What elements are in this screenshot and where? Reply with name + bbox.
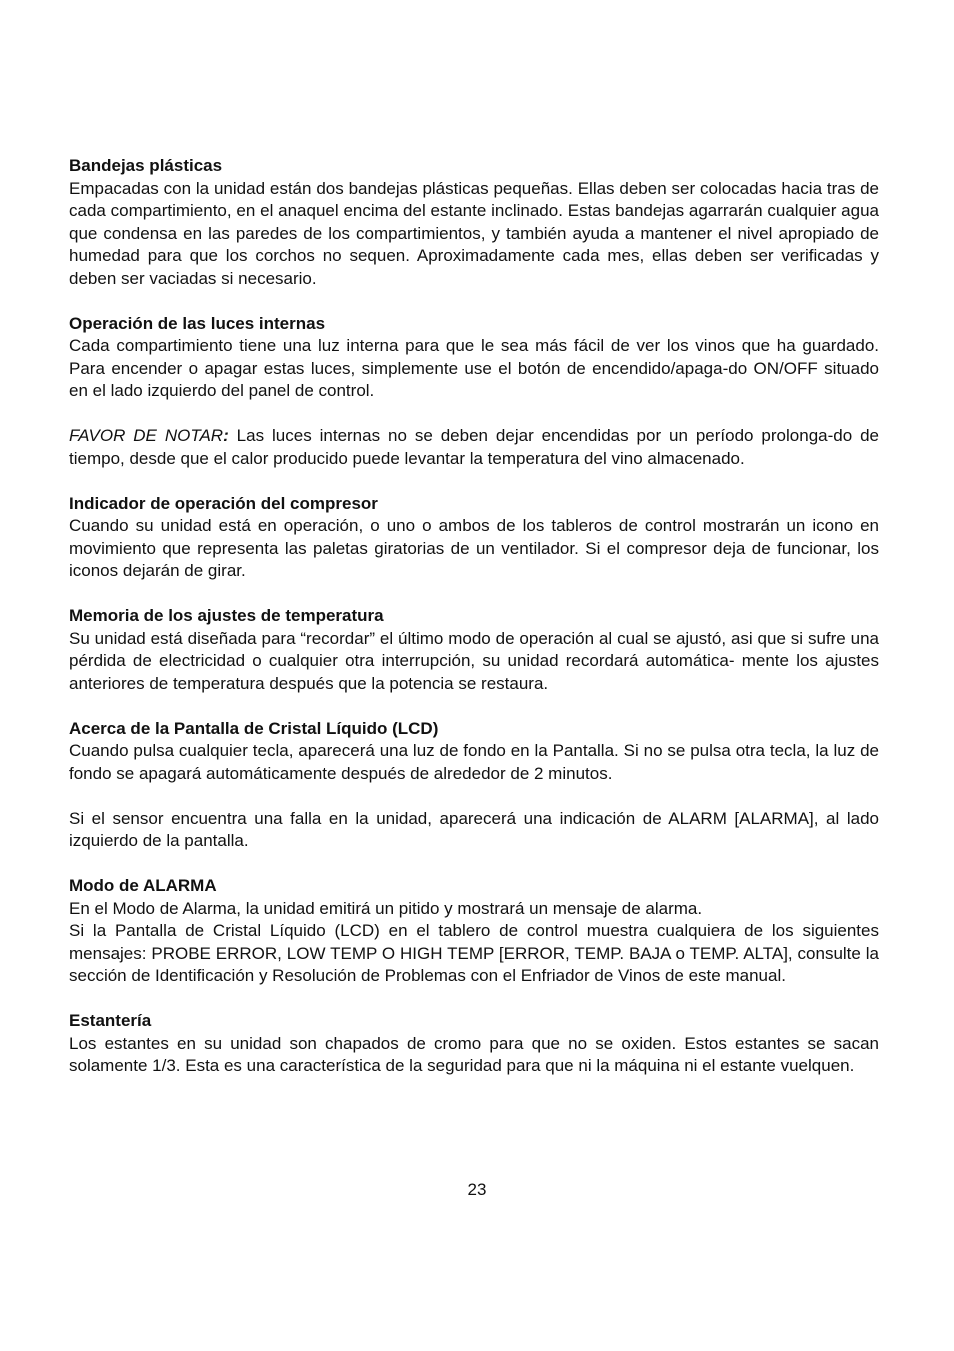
section-paragraph: Los estantes en su unidad son chapados de cromo para que no se oxiden. Estos estantes se sacan solamente 1/3. Esta es una característica de la seguridad para que ni la máquina ni el estante vuelquen. — [69, 1033, 879, 1075]
section-paragraph: Cuando su unidad está en operación, o uno o ambos de los tableros de control mostrarán un icono en movimiento que representa las paletas giratorias de un ventilador. Si el compresor deja de funcionar, los iconos dejarán de girar. — [69, 516, 879, 580]
section-interior-lights — [69, 313, 879, 403]
section-temperature-memory — [69, 605, 879, 695]
note-colon: : — [223, 426, 229, 445]
section-alarm-mode — [69, 875, 879, 988]
section-heading: Modo de ALARMA — [69, 876, 217, 895]
section-paragraph: Si el sensor encuentra una falla en la unidad, aparecerá una indicación de ALARM [ALARMA], al lado izquierdo de la pantalla. — [69, 808, 879, 850]
note-text: Las luces internas no se deben dejar encendidas por un período prolonga-do de tiempo, desde que el calor producido puede levantar la temperatura del vino almacenado. — [69, 426, 880, 468]
section-lcd-display — [69, 718, 879, 786]
section-heading: Memoria de los ajustes de temperatura — [69, 606, 384, 625]
section-sensor-alarm — [69, 808, 879, 853]
section-paragraph: En el Modo de Alarma, la unidad emitirá un pitido y mostrará un mensaje de alarma. — [69, 898, 703, 918]
note-label: FAVOR DE NOTAR — [69, 426, 224, 445]
section-heading: Acerca de la Pantalla de Cristal Líquido (LCD) — [69, 718, 439, 738]
section-heading: Operación de las luces internas — [69, 313, 326, 333]
section-paragraph: Cuando pulsa cualquier tecla, aparecerá una luz de fondo en la Pantalla. Si no se pulsa otra tecla, la luz de fondo se apagará automáticamente después de alrededor de 2 minutos. — [69, 741, 879, 783]
section-paragraph: Empacadas con la unidad están dos bandejas plásticas pequeñas. Ellas deben ser colocadas hacia tras de cada compartimiento, en el anaquel encima del estante inclinado. Estas bandejas agarrarán cualquier agua que condensa en las paredes de los compartimientos, y también ayuda a mantener el nivel apropiado de humedad para que los corchos no sequen. Aproximadamente cada mes, ellas deben ser verificadas y deben ser vaciadas si necesario. — [69, 178, 879, 288]
note-block — [69, 425, 879, 470]
page-number: 23 — [467, 1180, 487, 1199]
section-shelving — [69, 1010, 879, 1078]
section-paragraph: Si la Pantalla de Cristal Líquido (LCD) en el tablero de control muestra cualquiera de los siguientes mensajes: PROBE ERROR, LOW TEMP O HIGH TEMP [ERROR, TEMP. BAJA o TEMP. ALTA], consulte la sección de Identificación y Resolución de Problemas con el Enfriador de Vinos de este manual. — [69, 921, 879, 985]
note-paragraph — [69, 425, 879, 470]
section-heading: Bandejas plásticas — [69, 156, 223, 175]
section-paragraph: Cada compartimiento tiene una luz interna para que le sea más fácil de ver los vinos que ha guardado. Para encender o apagar estas luces, simplemente use el botón de encendido/apaga-do ON/OFF situado en el lado izquierdo del panel de control. — [69, 336, 879, 400]
section-heading: Indicador de operación del compresor — [69, 493, 378, 513]
section-plastic-trays — [69, 155, 879, 290]
section-heading: Estantería — [69, 1011, 152, 1030]
manual-page — [69, 155, 879, 1100]
section-compressor-indicator — [69, 493, 879, 583]
section-paragraph: Su unidad está diseñada para “recordar” el último modo de operación al cual se ajustó, asi que si sufre una pérdida de electricidad o cualquier otra interrupción, su unidad recordará automática- mente los ajustes anteriores de temperatura después que la potencia se restaura. — [69, 628, 879, 693]
